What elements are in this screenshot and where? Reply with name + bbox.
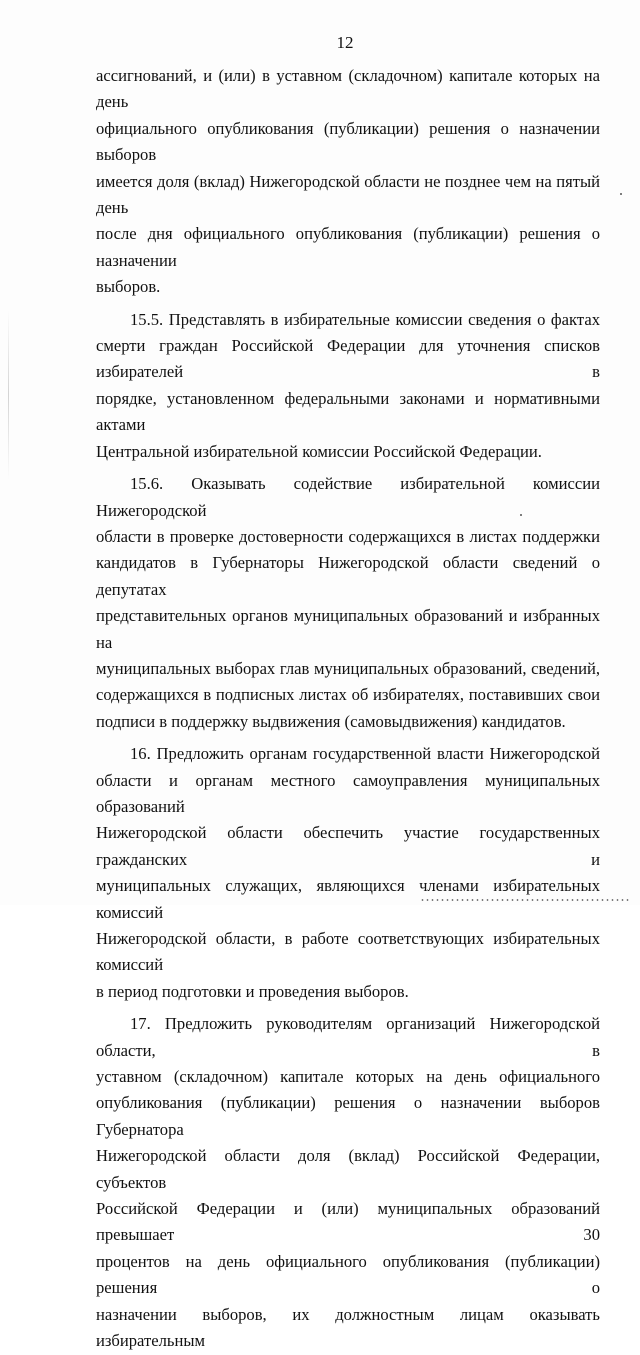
paragraph-15-6 — [96, 471, 600, 735]
text-line: 17. Предложить руководителям организаций Нижегородской области, в — [96, 1014, 600, 1060]
document-body — [96, 63, 600, 1355]
text-line: процентов на день официального опубликования (публикации) решения о — [96, 1251, 600, 1298]
text-line: имеется доля (вклад) Нижегородской области не позднее чем на пятый день — [96, 171, 600, 218]
text-line: подписи в поддержку выдвижения (самовыдвижения) кандидатов. — [96, 711, 566, 731]
text-line: Центральной избирательной комиссии Российской Федерации. — [96, 441, 542, 461]
text-line: кандидатов в Губернаторы Нижегородской области сведений о депутатах — [96, 553, 600, 599]
text-line: назначении выборов, их должностным лицам оказывать избирательным — [96, 1304, 600, 1351]
text-line: опубликования (публикации) решения о назначении выборов Губернатора — [96, 1093, 600, 1139]
text-line: выборов. — [96, 277, 161, 297]
scan-edge-dots — [420, 899, 630, 901]
text-line: уставном (складочном) капитале которых на день официального — [96, 1067, 600, 1087]
page-number: 12 — [336, 33, 354, 52]
text-line: смерти граждан Российской Федерации для уточнения списков избирателей в — [96, 336, 600, 382]
paragraph-continuation — [96, 63, 600, 301]
text-line: Нижегородской области обеспечить участие государственных гражданских и — [96, 823, 600, 869]
paragraph-17 — [96, 1011, 600, 1354]
text-line: Российской Федерации и (или) муниципальных образований превышает 30 — [96, 1199, 600, 1245]
text-line: представительных органов муниципальных образований и избранных на — [96, 606, 600, 652]
text-line: муниципальных выборах глав муниципальных образований, сведений, — [96, 658, 600, 678]
paragraph-15-5 — [96, 307, 600, 465]
text-line: порядке, установленном федеральными законами и нормативными актами — [96, 388, 600, 435]
scan-speck — [620, 193, 622, 195]
text-line: в период подготовки и проведения выборов. — [96, 981, 409, 1001]
text-line: Нижегородской области, в работе соответствующих избирательных комиссий — [96, 929, 600, 975]
paragraph-16 — [96, 741, 600, 1005]
scan-edge-mark — [8, 310, 9, 480]
text-line: 16. Предложить органам государственной власти Нижегородской — [130, 744, 600, 764]
text-line: официального опубликования (публикации) решения о назначении выборов — [96, 118, 600, 165]
text-line: Нижегородской области доля (вклад) Российской Федерации, субъектов — [96, 1146, 600, 1192]
text-line: ассигнований, и (или) в уставном (складочном) капитале которых на день — [96, 66, 600, 112]
text-line: содержащихся в подписных листах об избирателях, поставивших свои — [96, 685, 600, 705]
text-line: муниципальных служащих, являющихся членами избирательных комиссий — [96, 876, 600, 922]
text-line: области и органам местного самоуправления муниципальных образований — [96, 770, 600, 816]
text-line: после дня официального опубликования (публикации) решения о назначении — [96, 224, 600, 270]
text-line: 15.6. Оказывать содействие избирательной комиссии Нижегородской — [96, 474, 600, 520]
text-line: области в проверке достоверности содержащихся в листах поддержки — [96, 526, 600, 546]
text-line: 15.5. Представлять в избирательные комиссии сведения о фактах — [130, 309, 600, 329]
